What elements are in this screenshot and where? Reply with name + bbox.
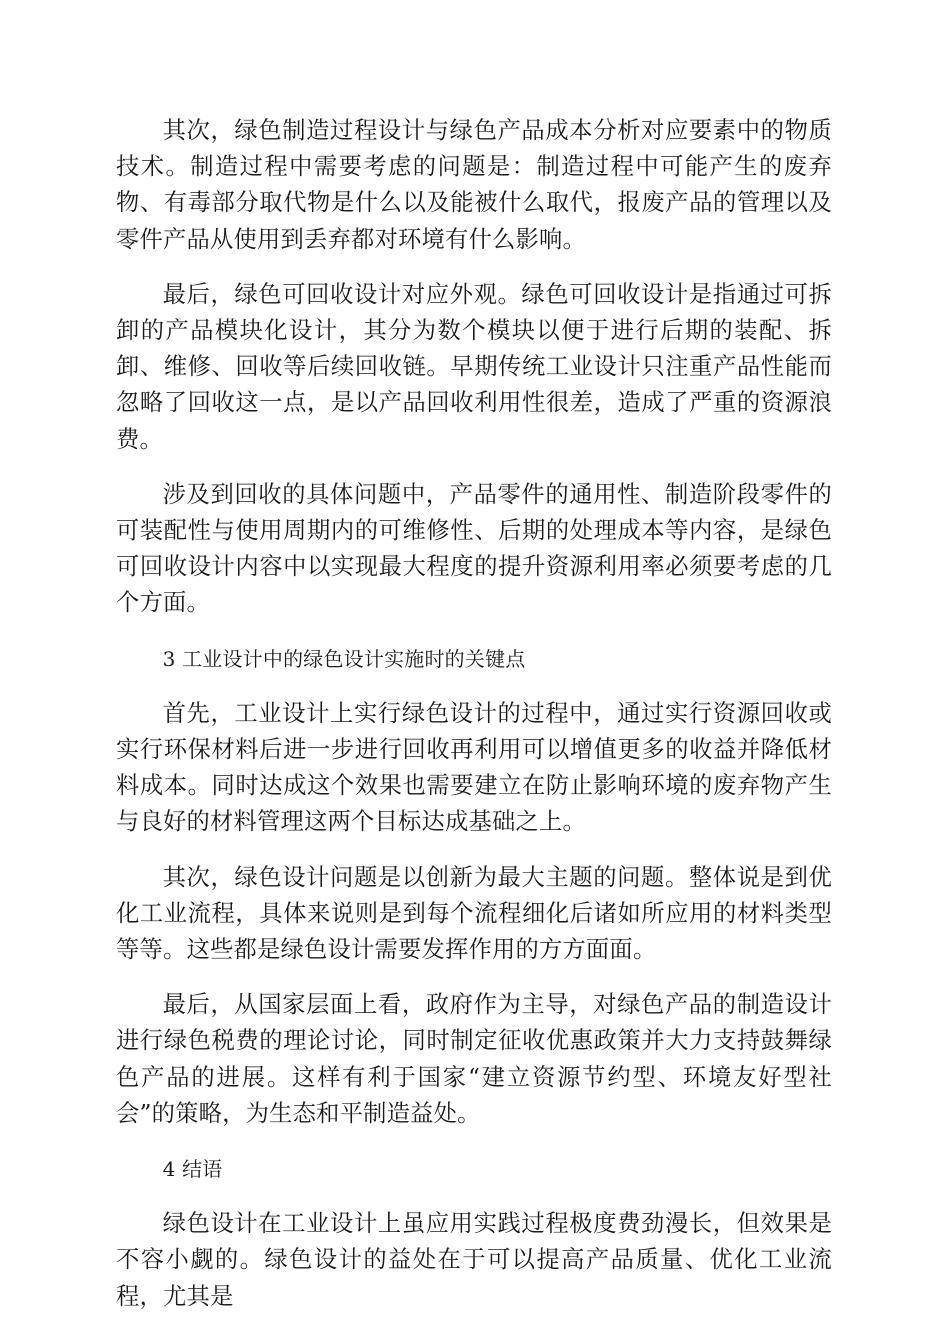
paragraph-recyclable-design: 最后，绿色可回收设计对应外观。绿色可回收设计是指通过可拆卸的产品模块化设计，其分为数个模块以便于进行后期的装配、拆卸、维修、回收等后续回收链。早期传统工业设计只注重产品性能而忽略了回收这一点，是以产品回收利用性很差，造成了严重的资源浪费。 — [116, 280, 832, 453]
paragraph-recycling-issues: 涉及到回收的具体问题中，产品零件的通用性、制造阶段零件的可装配性与使用周期内的可维修性、后期的处理成本等内容，是绿色可回收设计内容中以实现最大程度的提升资源利用率必须要考虑的几个方面。 — [116, 480, 832, 617]
paragraph-government-policy: 最后，从国家层面上看，政府作为主导，对绿色产品的制造设计进行绿色税费的理论讨论，同时制定征收优惠政策并大力支持鼓舞绿色产品的进展。这样有利于国家“建立资源节约型、环境友好型社会”的策略，为生态和平制造益处。 — [116, 991, 832, 1127]
paragraph-innovation: 其次，绿色设计问题是以创新为最大主题的问题。整体说是到优化工业流程，具体来说则是到每个流程细化后诸如所应用的材料类型等等。这些都是绿色设计需要发挥作用的方方面面。 — [116, 863, 832, 964]
paragraph-resource-recovery: 首先，工业设计上实行绿色设计的过程中，通过实行资源回收或实行环保材料后进一步进行回收再利用可以增值更多的收益并降低材料成本。同时达成这个效果也需要建立在防止影响环境的废弃物产生与良好的材料管理这两个目标达成基础之上。 — [116, 699, 832, 836]
section-heading-4: 4 结语 — [162, 1157, 223, 1182]
paragraph-green-manufacturing: 其次，绿色制造过程设计与绿色产品成本分析对应要素中的物质技术。制造过程中需要考虑的问题是：制造过程中可能产生的废弃物、有毒部分取代物是什么以及能被什么取代，报废产品的管理以及零件产品从使用到丢弃都对环境有什么影响。 — [116, 117, 832, 253]
paragraph-conclusion: 绿色设计在工业设计上虽应用实践过程极度费劲漫长，但效果是不容小觑的。绿色设计的益处在于可以提高产品质量、优化工业流程，尤其是 — [116, 1210, 832, 1310]
document-body — [116, 113, 832, 1334]
section-heading-3: 3 工业设计中的绿色设计实施时的关键点 — [162, 646, 526, 671]
